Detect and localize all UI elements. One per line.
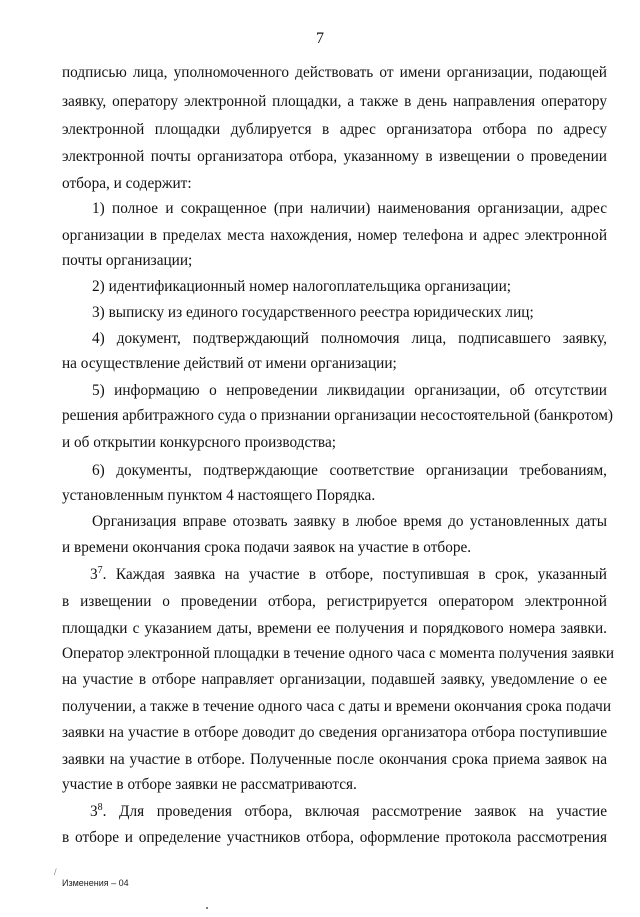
margin-mark: / bbox=[54, 867, 57, 877]
text-line: участие в отборе заявки не рассматриваются. bbox=[62, 776, 357, 793]
text-line: 3) выписку из единого государственного реестра юридических лиц; bbox=[92, 304, 534, 321]
text-line: получении, а также в течение одного часа с даты и времени окончания срока подачи bbox=[62, 698, 612, 715]
footer-note: Изменения – 04 bbox=[62, 878, 129, 888]
paragraph-number: $3^7$ bbox=[90, 565, 103, 583]
paragraph-first-line: $3^8$. Для проведения отбора, включая рассмотрение заявок на участие bbox=[90, 802, 607, 820]
paragraph-number-superscript: 7 bbox=[97, 565, 103, 576]
text-line: установленным пунктом 4 настоящего Порядка. bbox=[62, 487, 376, 504]
text-line: на участие в отборе направляет организации, подавшей заявку, уведомление о ее bbox=[62, 671, 607, 688]
paragraph-first-line: $3^7$. Каждая заявка на участие в отборе, поступившая в срок, указанный bbox=[90, 565, 607, 583]
text-line: и об открытии конкурсного производства; bbox=[62, 434, 336, 451]
text-line: заявку, оператору электронной площадки, а также в день направления оператору bbox=[62, 93, 607, 110]
text-line: 2) идентификационный номер налогоплательщика организации; bbox=[92, 278, 512, 295]
paragraph-number: $3^8$ bbox=[90, 802, 103, 820]
text-line: в извещении о проведении отбора, регистрируется оператором электронной bbox=[62, 593, 607, 610]
text-line: электронной почты организатора отбора, указанному в извещении о проведении bbox=[62, 148, 607, 165]
text-line: электронной площадки дублируется в адрес организатора отбора по адресу bbox=[62, 121, 607, 138]
text-line: отбора, и содержит: bbox=[62, 175, 192, 192]
text-line: 4) документ, подтверждающий полномочия лица, подписавшего заявку, bbox=[92, 330, 607, 347]
text-line: и времени окончания срока подачи заявок на участие в отборе. bbox=[62, 539, 472, 556]
text-line: почты организации; bbox=[62, 252, 193, 269]
text-line: площадки с указанием даты, времени ее получения и порядкового номера заявки. bbox=[62, 620, 607, 637]
text-line: решения арбитражного суда о признании организации несостоятельной (банкротом) bbox=[62, 407, 614, 424]
text-line: 6) документы, подтверждающие соответствие организации требованиям, bbox=[92, 462, 607, 479]
text-line: заявки на участие в отборе доводит до сведения организатора отбора поступившие bbox=[62, 724, 607, 741]
paragraph-number-superscript: 8 bbox=[97, 802, 103, 813]
text-line: Организация вправе отозвать заявку в любое время до установленных даты bbox=[92, 513, 607, 530]
text-line: 1) полное и сокращенное (при наличии) наименования организации, адрес bbox=[92, 200, 607, 217]
text-line: Оператор электронной площадки в течение одного часа с момента получения заявки bbox=[62, 645, 615, 662]
scan-speck bbox=[206, 907, 208, 909]
text-line: подписью лица, уполномоченного действовать от имени организации, подающей bbox=[62, 64, 607, 81]
text-line: заявки на участие в отборе. Полученные после окончания срока приема заявок на bbox=[62, 751, 607, 768]
text-line: в отборе и определение участников отбора, оформление протокола рассмотрения bbox=[62, 829, 607, 846]
text-line: на осуществление действий от имени организации; bbox=[62, 355, 397, 372]
text-line: 5) информацию о непроведении ликвидации организации, об отсутствии bbox=[92, 382, 607, 399]
page-number: 7 bbox=[316, 30, 324, 47]
text-line: организации в пределах места нахождения, номер телефона и адрес электронной bbox=[62, 227, 607, 244]
